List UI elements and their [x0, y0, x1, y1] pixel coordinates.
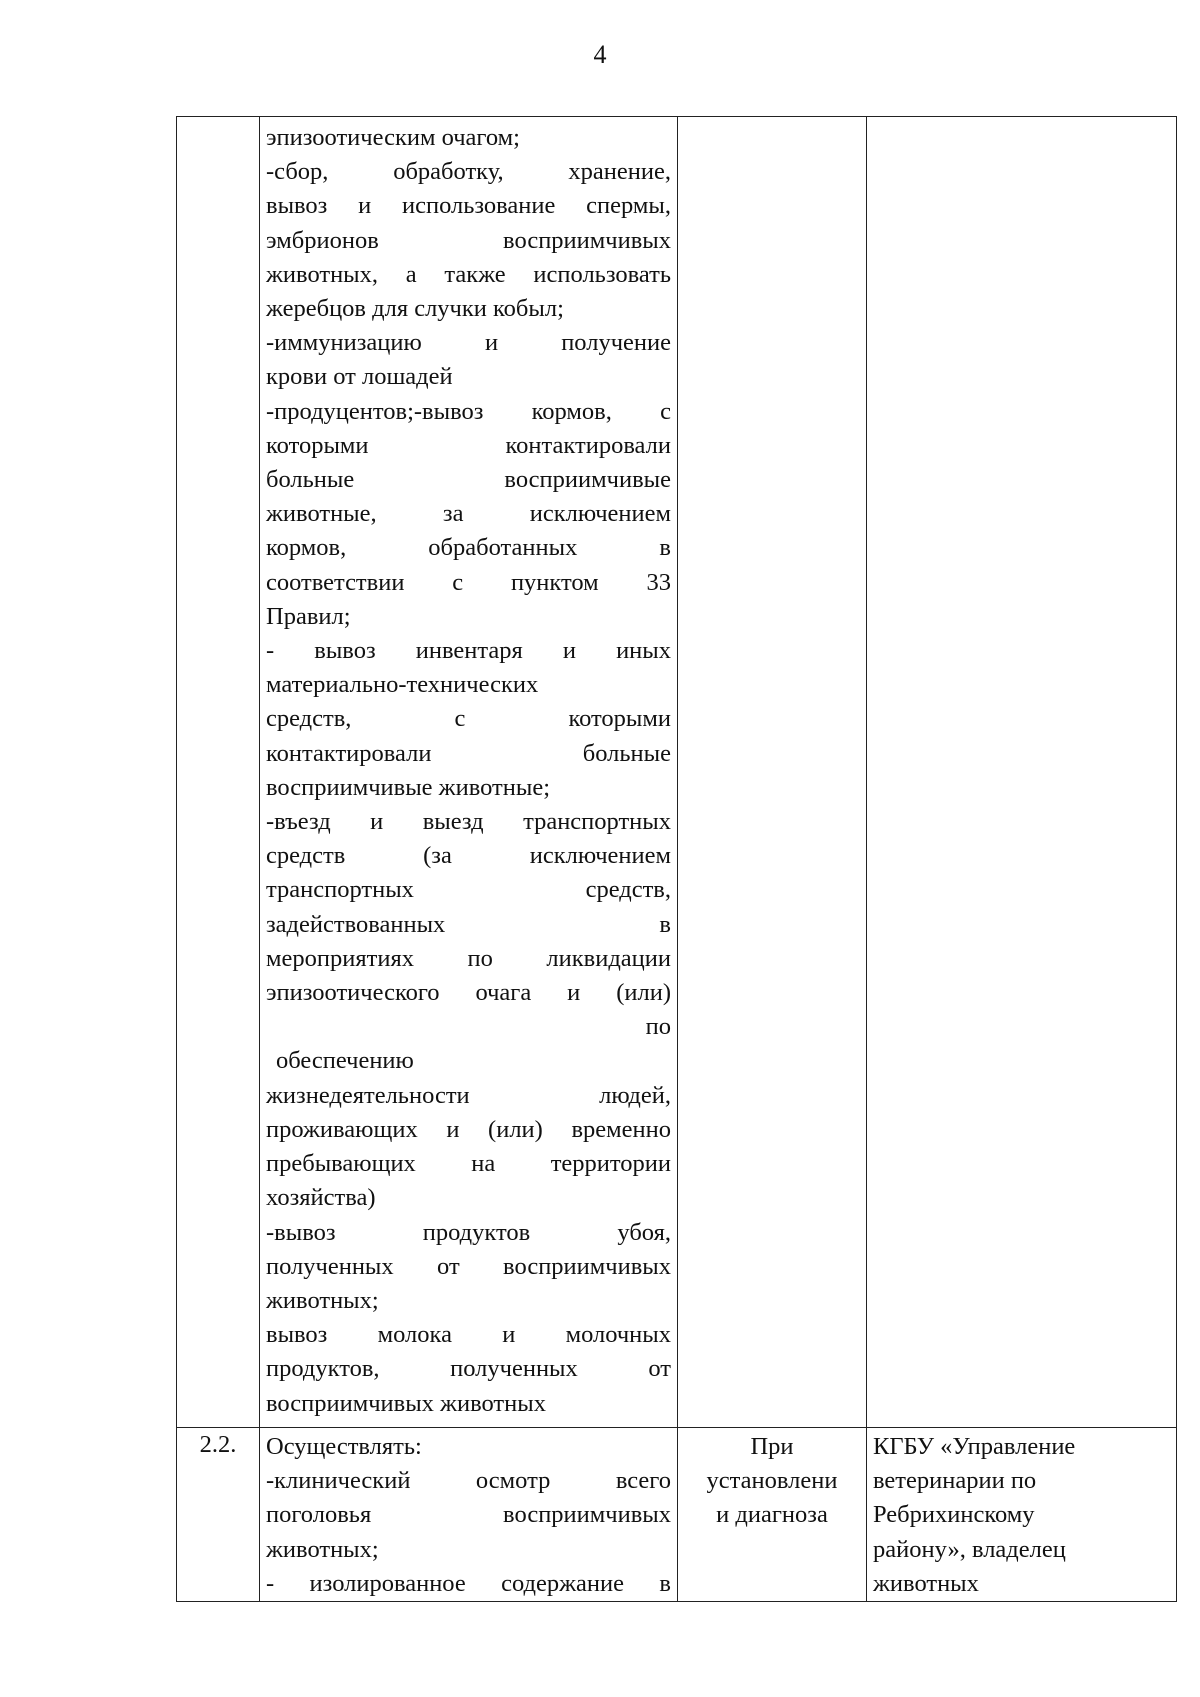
row-number-cell: 2.2. [177, 1428, 260, 1602]
page-number: 4 [593, 40, 607, 69]
measure-text-line: поголовья восприимчивых [266, 1501, 671, 1529]
deadline-text-line: и диагноза [716, 1501, 828, 1529]
table-row [177, 1428, 1177, 1602]
measure-text-line: которыми контактировали [266, 431, 671, 459]
measure-text-line: продуктов, полученных от [266, 1355, 671, 1383]
measure-text-line: жизнедеятельности людей, [266, 1081, 671, 1109]
measure-text-line: Осуществлять: [266, 1433, 422, 1460]
measure-text-line: -клинический осмотр всего [266, 1467, 671, 1495]
measure-text-line: - вывоз инвентаря и иных [266, 637, 671, 665]
responsible-text-line: Ребрихинскому [873, 1501, 1035, 1529]
measure-text-line: вывоз молока и молочных [266, 1321, 671, 1349]
measure-text-line: -продуцентов;-вывоз кормов, с [266, 397, 671, 425]
measure-text-line: задействованных в [266, 910, 671, 938]
measure-text-line: животных; [266, 1535, 379, 1563]
responsible-cell [867, 1428, 1177, 1602]
measure-text-line: по [645, 1013, 671, 1041]
measure-cell [260, 1428, 678, 1602]
responsible-text-line: району», владелец [873, 1535, 1066, 1563]
measure-text-line: средств, с которыми [266, 705, 671, 733]
measure-text-line: кормов, обработанных в [266, 534, 671, 562]
measure-text-line: эпизоотическим очагом; [266, 124, 520, 151]
measure-text-line: эмбрионов восприимчивых [266, 226, 671, 254]
measure-text-line: животные, за исключением [266, 500, 671, 528]
measure-text-line: эпизоотического очага и (или) [266, 979, 671, 1007]
measure-text-line: транспортных средств, [266, 876, 671, 904]
row-number-cell [177, 117, 260, 1428]
measure-text-line: контактировали больные [266, 739, 671, 767]
measure-text-line: соответствии с пунктом 33 [266, 568, 671, 596]
measure-text-line: -иммунизацию и получение [266, 329, 671, 357]
measure-text-line: животных; [266, 1286, 379, 1314]
measure-text-line: восприимчивых животных [266, 1389, 546, 1417]
measure-text-line: -въезд и выезд транспортных [266, 808, 671, 836]
measure-text-line: -вывоз продуктов убоя, [266, 1218, 671, 1246]
responsible-text-line: животных [873, 1569, 979, 1597]
measure-text-line: хозяйства) [266, 1184, 376, 1212]
deadline-text-line: При [750, 1433, 794, 1460]
measure-text-line: мероприятиях по ликвидации [266, 944, 671, 972]
deadline-cell [678, 117, 867, 1428]
deadline-text-line: установлени [706, 1467, 838, 1495]
measure-text-line: -сбор, обработку, хранение, [266, 158, 671, 186]
measure-text-line: Правил; [266, 602, 351, 630]
table-row [177, 117, 1177, 1428]
measure-text-line: пребывающих на территории [266, 1150, 671, 1178]
measure-text-line: животных, а также использовать [266, 260, 671, 288]
measure-text-line: - изолированное содержание в [266, 1569, 671, 1597]
measure-text-line: полученных от восприимчивых [266, 1252, 671, 1280]
measure-text-line: проживающих и (или) временно [266, 1115, 671, 1143]
measure-text-line: восприимчивые животные; [266, 773, 551, 801]
responsible-text-line: КГБУ «Управление [873, 1433, 1076, 1460]
responsible-cell [867, 117, 1177, 1428]
responsible-text-line: ветеринарии по [873, 1467, 1037, 1495]
measure-cell [260, 117, 678, 1428]
measures-table [176, 116, 1177, 1602]
measure-text-line: вывоз и использование спермы, [266, 192, 671, 220]
measure-text-line: обеспечению [276, 1047, 414, 1075]
measure-text-line: средств (за исключением [266, 842, 671, 870]
measure-text-line: материально-технических [266, 671, 539, 699]
deadline-cell [678, 1428, 867, 1602]
measure-text-line: больные восприимчивые [266, 466, 671, 494]
measure-text-line: жеребцов для случки кобыл; [266, 295, 564, 323]
measure-text-line: крови от лошадей [266, 363, 453, 391]
